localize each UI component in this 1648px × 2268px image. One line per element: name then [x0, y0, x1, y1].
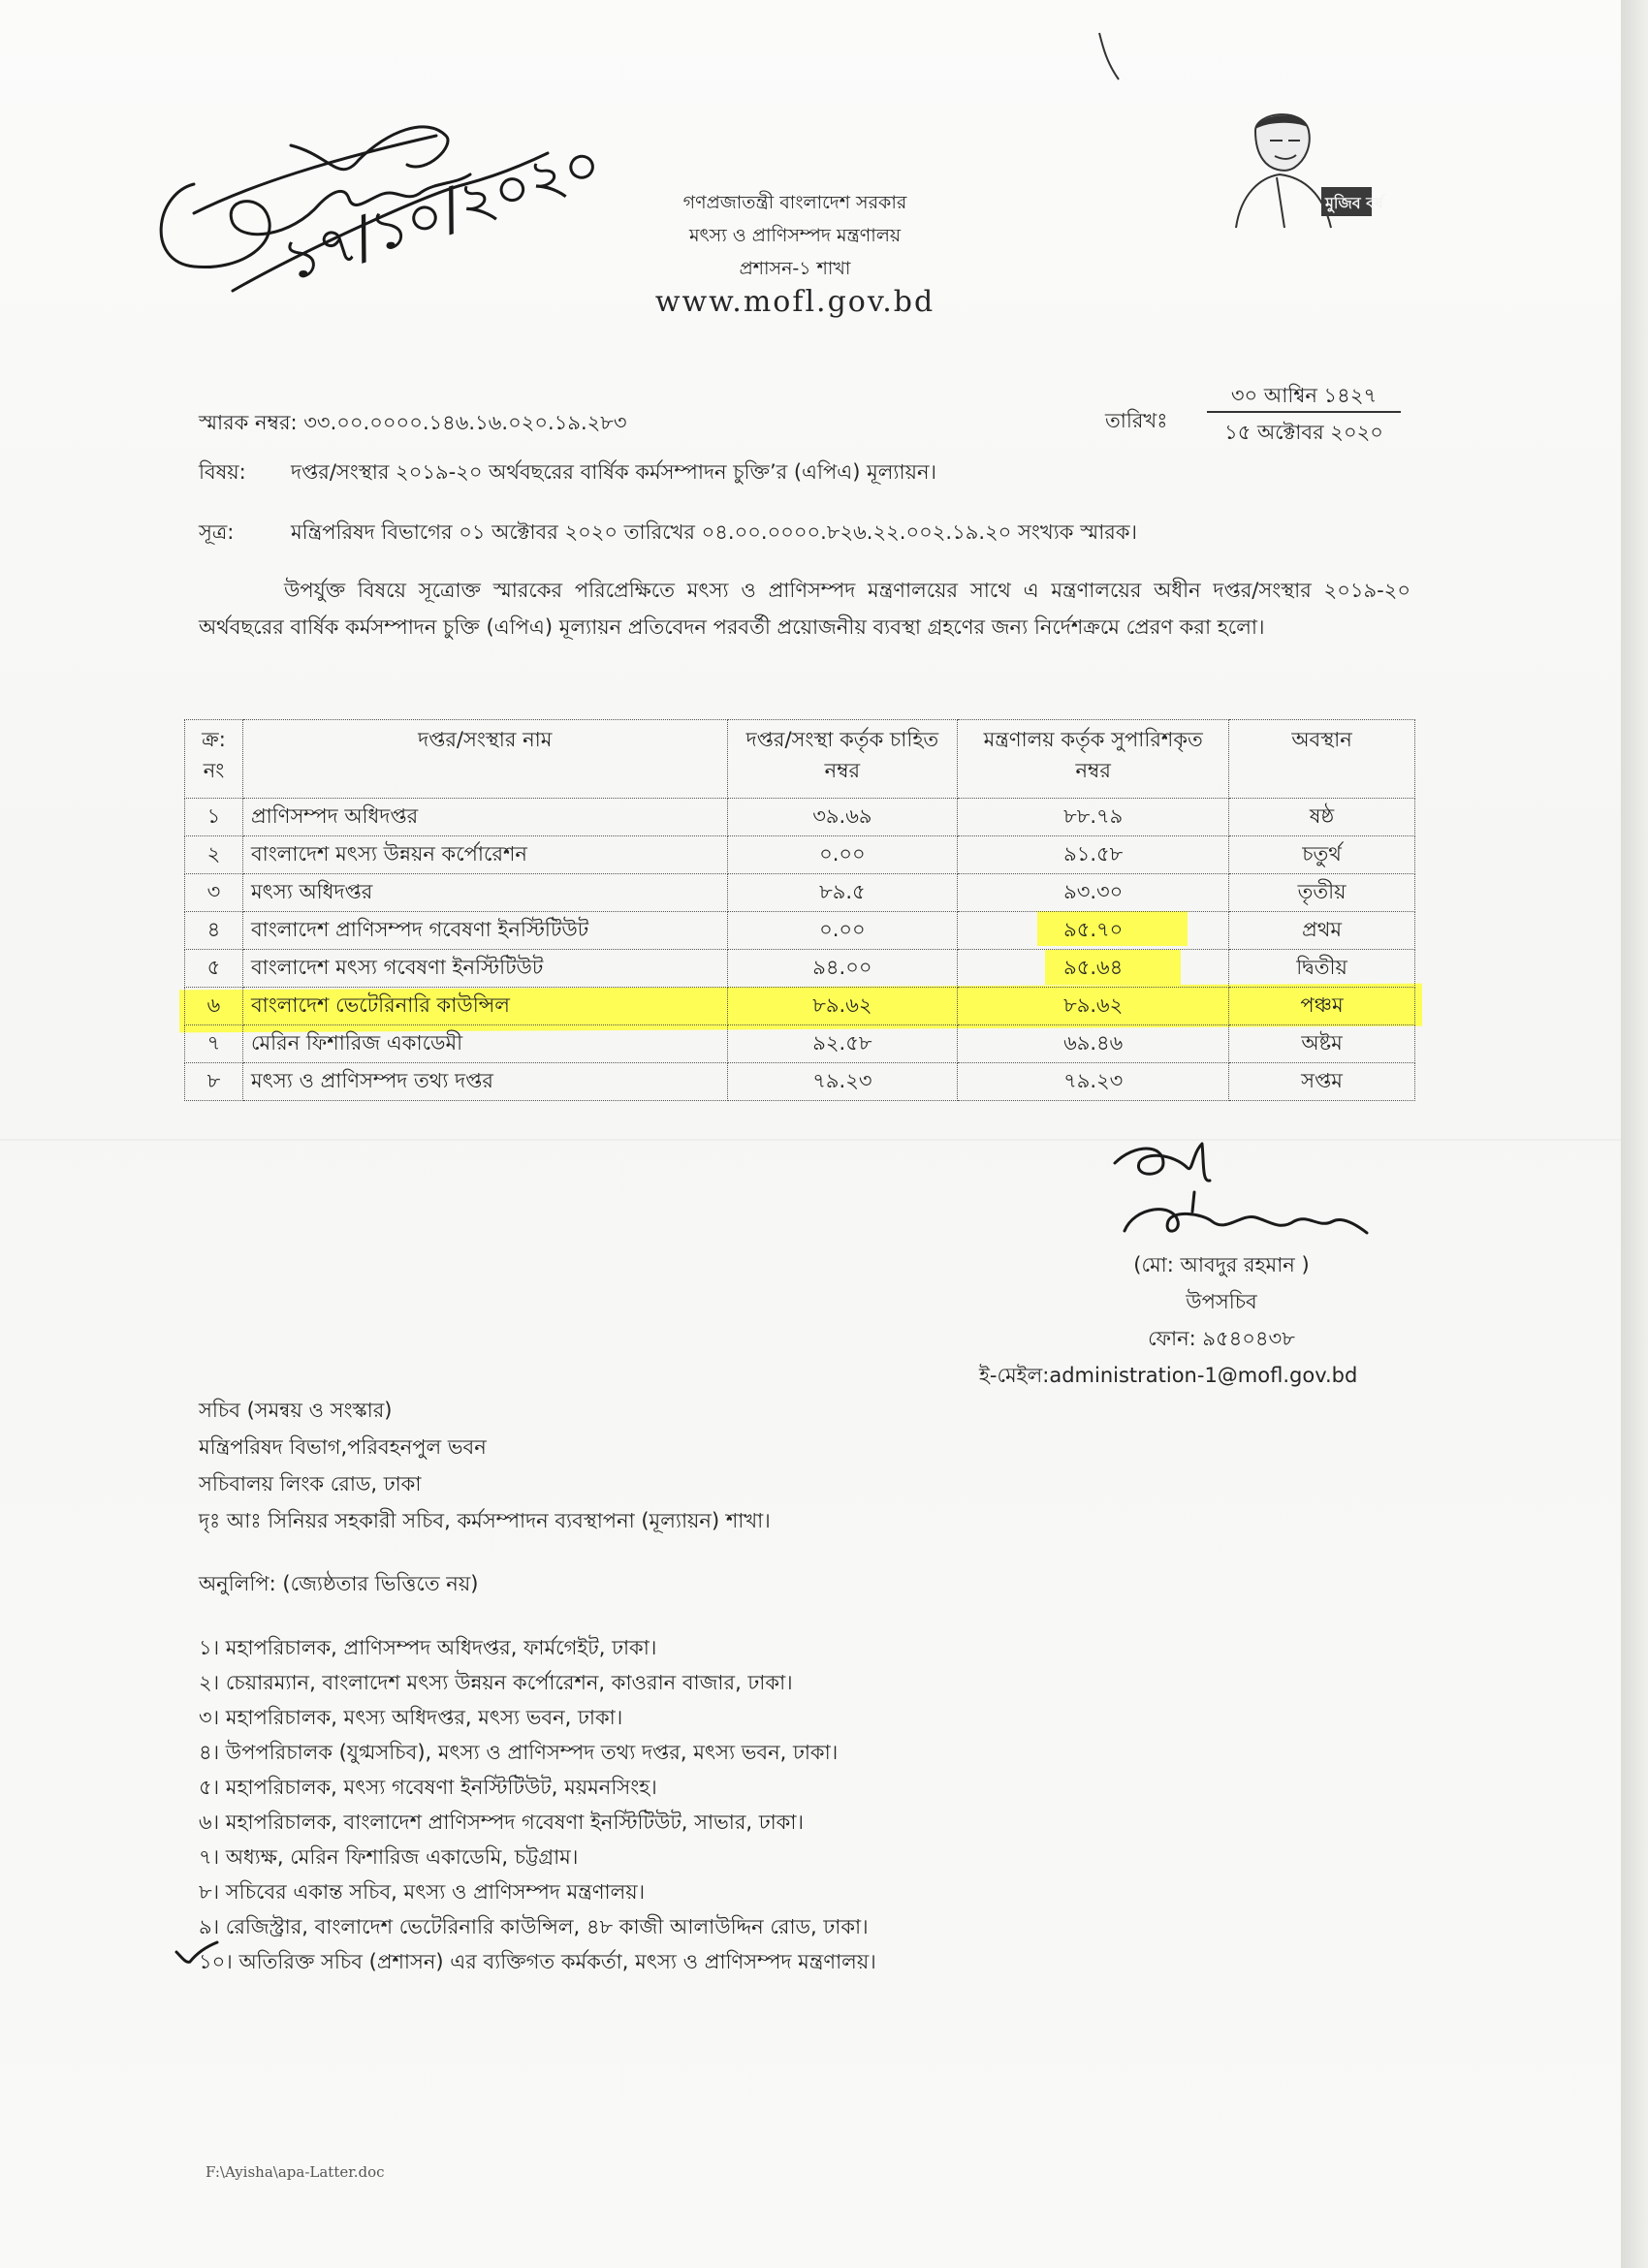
cc-item: ৬। মহাপরিচালক, বাংলাদেশ প্রাণিসম্পদ গবেষণা ইনস্টিটিউট, সাভার, ঢাকা।: [199, 1811, 804, 1834]
signatory-block: [1076, 1246, 1367, 1357]
scan-edge: [1621, 0, 1648, 2268]
serial-cell: ৪: [185, 912, 243, 950]
cc-item: ২। চেয়ারম্যান, বাংলাদেশ মৎস্য উন্নয়ন কর্পোরেশন, কাওরান বাজার, ঢাকা।: [199, 1671, 793, 1694]
table-row: [185, 1025, 1415, 1063]
table-row: [185, 874, 1415, 912]
branch-name: প্রশাসন-১ শাখা: [739, 258, 851, 279]
requested-score-cell: ৮৯.৬২: [727, 988, 958, 1025]
recommended-score-cell: ৭৯.২৩: [958, 1063, 1229, 1101]
date-bangla: ৩০ আশ্বিন ১৪২৭: [1230, 384, 1378, 407]
signatory-designation: উপসচিব: [1186, 1290, 1257, 1313]
table-header-row: [185, 720, 1415, 799]
signatory-email: ই-মেইল:administration-1@mofl.gov.bd: [979, 1364, 1358, 1387]
office-cell: মৎস্য ও প্রাণিসম্পদ তথ্য দপ্তর: [242, 1063, 727, 1101]
cc-item: ৩। মহাপরিচালক, মৎস্য অধিদপ্তর, মৎস্য ভবন, ঢাকা।: [199, 1706, 623, 1729]
column-header-requested-score: দপ্তর/সংস্থা কর্তৃক চাহিত নম্বর: [727, 720, 958, 799]
cc-item: ১। মহাপরিচালক, প্রাণিসম্পদ অধিদপ্তর, ফার্মগেইট, ঢাকা।: [199, 1636, 657, 1659]
serial-cell: ৮: [185, 1063, 243, 1101]
serial-cell: ১: [185, 799, 243, 836]
requested-score-cell: ৯২.৫৮: [727, 1025, 958, 1063]
office-cell: প্রাণিসম্পদ অধিদপ্তর: [242, 799, 727, 836]
recommended-score-cell: ৯৫.৬৪: [958, 950, 1229, 988]
serial-cell: ৬: [185, 988, 243, 1025]
position-cell: ষষ্ঠ: [1229, 799, 1415, 836]
recommended-score-cell: ৯১.৫৮: [958, 836, 1229, 874]
cc-item: ৫। মহাপরিচালক, মৎস্য গবেষণা ইনস্টিটিউট, ময়মনসিংহ।: [199, 1776, 657, 1799]
cc-list: [199, 1630, 1410, 1979]
position-cell: তৃতীয়: [1229, 874, 1415, 912]
recipient-line: সচিব (সমন্বয় ও সংস্কার): [199, 1399, 393, 1422]
requested-score-cell: ৩৯.৬৯: [727, 799, 958, 836]
serial-cell: ৭: [185, 1025, 243, 1063]
position-cell: অষ্টম: [1229, 1025, 1415, 1063]
recipient-address: [199, 1392, 1071, 1539]
office-cell: বাংলাদেশ ভেটেরিনারি কাউন্সিল: [242, 988, 727, 1025]
file-path-footer: F:\Ayisha\apa-Latter.doc: [206, 2163, 385, 2181]
cc-item: ১০। অতিরিক্ত সচিব (প্রশাসন) এর ব্যক্তিগত কর্মকর্তা, মৎস্য ও প্রাণিসম্পদ মন্ত্রণালয়।: [199, 1950, 876, 1973]
column-header-recommended-score: মন্ত্রণালয় কর্তৃক সুপারিশকৃত নম্বর: [958, 720, 1229, 799]
cc-item: ৯। রেজিস্ট্রার, বাংলাদেশ ভেটেরিনারি কাউন্সিল, ৪৮ কাজী আলাউদ্দিন রোড, ঢাকা।: [199, 1915, 869, 1938]
recommended-score-cell: ৮৮.৭৯: [958, 799, 1229, 836]
requested-score-cell: ০.০০: [727, 836, 958, 874]
signatory-phone: ফোন: ৯৫৪০৪৩৮: [1148, 1327, 1295, 1350]
date-divider: [1207, 411, 1401, 413]
column-header-position: অবস্থান: [1229, 720, 1415, 799]
column-header-office: দপ্তর/সংস্থার নাম: [242, 720, 727, 799]
handwritten-date: ১৭/১০/২০২০: [274, 129, 610, 295]
pen-tick-icon: [173, 1938, 221, 1968]
recommended-score-cell: ৯৩.৩০: [958, 874, 1229, 912]
table-row: [185, 950, 1415, 988]
signatory-name: (মো: আবদুর রহমান ): [1133, 1253, 1310, 1276]
position-cell: চতুর্থ: [1229, 836, 1415, 874]
memo-label: স্মারক নম্বর:: [199, 411, 298, 434]
position-cell: সপ্তম: [1229, 1063, 1415, 1101]
office-cell: বাংলাদেশ মৎস্য উন্নয়ন কর্পোরেশন: [242, 836, 727, 874]
office-cell: মেরিন ফিশারিজ একাডেমী: [242, 1025, 727, 1063]
handwritten-initial-signature: [136, 39, 659, 330]
office-cell: মৎস্য অধিদপ্তর: [242, 874, 727, 912]
table-row: [185, 799, 1415, 836]
date-label: তারিখঃ: [1105, 409, 1168, 432]
office-cell: বাংলাদেশ প্রাণিসম্পদ গবেষণা ইনস্টিটিউট: [242, 912, 727, 950]
recipient-line: দৃঃ আঃ সিনিয়র সহকারী সচিব, কর্মসম্পাদন ব্যবস্থাপনা (মূল্যায়ন) শাখা।: [199, 1509, 771, 1532]
serial-cell: ২: [185, 836, 243, 874]
ministry-name: মৎস্য ও প্রাণিসম্পদ মন্ত্রণালয়: [688, 225, 902, 246]
serial-cell: ৫: [185, 950, 243, 988]
requested-score-cell: ৭৯.২৩: [727, 1063, 958, 1101]
cc-title: অনুলিপি: (জ্যেষ্ঠতার ভিত্তিতে নয়): [199, 1572, 479, 1595]
ministry-website: www.mofl.gov.bd: [654, 285, 935, 319]
officer-signature: [1095, 1124, 1386, 1260]
subject-text: দপ্তর/সংস্থার ২০১৯-২০ অর্থবছরের বার্ষিক কর্মসম্পাদন চুক্তি’র (এপিএ) মূল্যায়ন।: [291, 460, 937, 484]
cc-item: ৭। অধ্যক্ষ, মেরিন ফিশারিজ একাডেমি, চট্টগ্রাম।: [199, 1845, 579, 1869]
subject-label: বিষয়:: [199, 460, 246, 484]
column-header-serial: ক্র: নং: [185, 720, 243, 799]
position-cell: পঞ্চম: [1229, 988, 1415, 1025]
position-cell: দ্বিতীয়: [1229, 950, 1415, 988]
requested-score-cell: ৯৪.০০: [727, 950, 958, 988]
recommended-score-cell: ৬৯.৪৬: [958, 1025, 1229, 1063]
recipient-line: সচিবালয় লিংক রোড, ঢাকা: [199, 1472, 422, 1496]
government-name: গণপ্রজাতন্ত্রী বাংলাদেশ সরকার: [682, 192, 907, 213]
recipient-line: মন্ত্রিপরিষদ বিভাগ,পরিবহনপুল ভবন: [199, 1435, 487, 1459]
office-cell: বাংলাদেশ মৎস্য গবেষণা ইনস্টিটিউট: [242, 950, 727, 988]
recommended-score-cell: ৯৫.৭০: [958, 912, 1229, 950]
letterhead: [582, 186, 1008, 319]
serial-cell: ৩: [185, 874, 243, 912]
recommended-score-cell: ৮৯.৬২: [958, 988, 1229, 1025]
logo-text: মুজিব বর্ষ: [1325, 194, 1383, 212]
date-english: ১৫ অক্টোবর ২০২০: [1224, 421, 1383, 444]
memo-number: ৩৩.০০.০০০০.১৪৬.১৬.০২০.১৯.২৮৩: [303, 411, 627, 434]
table-row-highlighted: [185, 988, 1415, 1025]
reference-label: সূত্র:: [199, 520, 235, 544]
body-paragraph: উপর্যুক্ত বিষয়ে সূত্রোক্ত স্মারকের পরিপ্রেক্ষিতে মৎস্য ও প্রাণিসম্পদ মন্ত্রণালয়ের সাথে এ মন্ত্রণালয়ের অধীন দপ্তর/সংস্থার ২০১৯-২০ অর্থবছরের বার্ষিক কর্মসম্পাদন চুক্তি (এপিএ) মূল্যায়ন প্রতিবেদন পরবর্তী প্রয়োজনীয় ব্যবস্থা গ্রহণের জন্য নির্দেশক্রমে প্রেরণ করা হলো।: [199, 579, 1410, 639]
mujib-borsho-logo: [1217, 102, 1401, 233]
table-row: [185, 1063, 1415, 1101]
pen-mark: [1095, 29, 1125, 87]
table-row: [185, 836, 1415, 874]
reference-text: মন্ত্রিপরিষদ বিভাগের ০১ অক্টোবর ২০২০ তারিখের ০৪.০০.০০০০.৮২৬.২২.০০২.১৯.২০ সংখ্যক স্মারক।: [291, 520, 1138, 544]
memo-number-row: [199, 407, 627, 441]
apa-evaluation-table: [184, 719, 1415, 1101]
requested-score-cell: ০.০০: [727, 912, 958, 950]
cc-item: ৮। সচিবের একান্ত সচিব, মৎস্য ও প্রাণিসম্পদ মন্ত্রণালয়।: [199, 1880, 646, 1904]
table-row: [185, 912, 1415, 950]
position-cell: প্রথম: [1229, 912, 1415, 950]
requested-score-cell: ৮৯.৫: [727, 874, 958, 912]
cc-item: ৪। উপপরিচালক (যুগ্মসচিব), মৎস্য ও প্রাণিসম্পদ তথ্য দপ্তর, মৎস্য ভবন, ঢাকা।: [199, 1741, 839, 1764]
